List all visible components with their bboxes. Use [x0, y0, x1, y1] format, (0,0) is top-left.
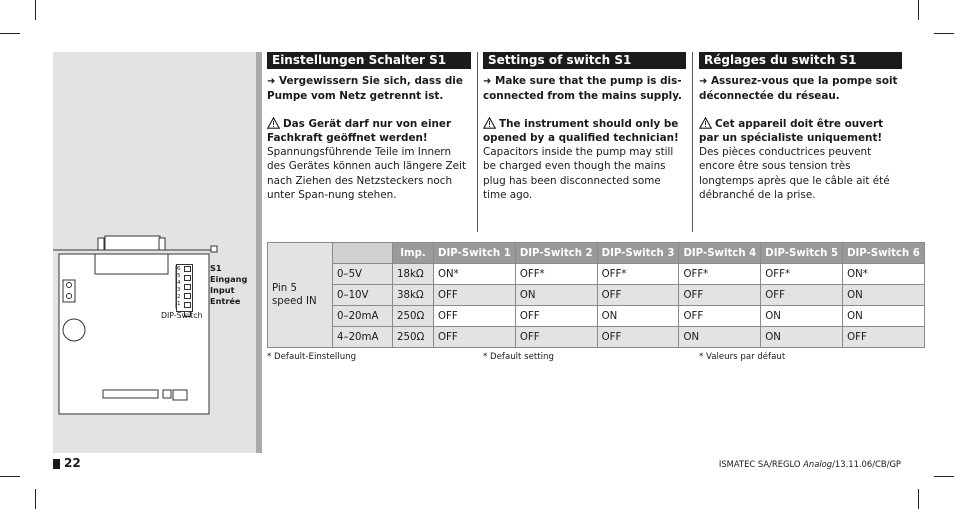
switch-cell: OFF — [597, 285, 679, 306]
warning-text: Cet appareil doit être ouvert par un spécialiste uniquement! — [699, 118, 884, 145]
table-row — [268, 285, 925, 306]
table-header-cell: DIP-Switch 5 — [761, 243, 843, 264]
page-marker — [53, 459, 60, 469]
switch-cell: OFF — [761, 285, 843, 306]
page-number: 22 — [64, 456, 81, 470]
table-header-cell: DIP-Switch 1 — [434, 243, 516, 264]
switch-cell: ON — [679, 327, 761, 348]
switch-cell: OFF — [434, 327, 516, 348]
switch-cell: OFF* — [679, 264, 761, 285]
input-label: Input — [210, 285, 235, 295]
row-label-pin5: Pin 5 speed IN — [268, 243, 333, 348]
switch-cell: ON — [843, 285, 925, 306]
range-cell: 4–20mA — [333, 327, 393, 348]
column-divider — [692, 52, 693, 232]
switch-cell: OFF — [597, 327, 679, 348]
warning-text: The instrument should only be opened by a qualified technician! — [483, 118, 679, 145]
s1-label: S1 — [210, 263, 222, 273]
switch-cell: OFF — [679, 306, 761, 327]
instruction-text: Vergewissern Sie sich, dass die Pumpe vom Netz getrennt ist. — [267, 75, 463, 103]
crop-mark — [0, 476, 20, 477]
switch-cell: OFF — [679, 285, 761, 306]
dip-switch-caption: DIP-Switch — [161, 311, 203, 320]
switch-cell: ON — [761, 306, 843, 327]
instruction-text: Make sure that the pump is dis-connected from the mains supply. — [483, 75, 683, 103]
table-header-cell: DIP-Switch 6 — [843, 243, 925, 264]
column-header-fr: Réglages du switch S1 — [699, 52, 902, 69]
range-cell: 0–10V — [333, 285, 393, 306]
impedance-cell: 250Ω — [393, 306, 434, 327]
crop-mark — [35, 0, 36, 20]
arrow-right-icon: ➜ — [699, 76, 708, 87]
switch-cell: OFF* — [515, 264, 597, 285]
switch-cell: OFF — [434, 306, 516, 327]
crop-mark — [934, 476, 954, 477]
switch-cell: ON — [597, 306, 679, 327]
table-row — [268, 306, 925, 327]
dip-switch-slots — [184, 266, 191, 317]
footnote-en: * Default setting — [483, 352, 554, 362]
instruction-text: Assurez-vous que la pompe soit déconnectée du réseau. — [699, 75, 898, 103]
table-header-cell: DIP-Switch 3 — [597, 243, 679, 264]
body-text: Capacitors inside the pump may still be charged even though the mains plug has been disconnected some time ago. — [483, 146, 674, 201]
switch-cell: OFF* — [597, 264, 679, 285]
crop-mark — [0, 33, 20, 34]
crop-mark — [918, 0, 919, 20]
table-header-row — [268, 243, 925, 264]
warning-icon — [483, 117, 496, 129]
switch-cell: ON — [515, 285, 597, 306]
column-header-de: Einstellungen Schalter S1 — [267, 52, 471, 69]
warning-text: Das Gerät darf nur von einer Fachkraft geöffnet werden! — [267, 118, 452, 145]
column-body-fr — [699, 74, 903, 202]
impedance-cell: 38kΩ — [393, 285, 434, 306]
crop-mark — [35, 489, 36, 509]
switch-cell: OFF — [515, 327, 597, 348]
dip-switch-numbers: 6 5 4 3 2 1 — [177, 266, 181, 307]
arrow-right-icon: ➜ — [483, 76, 492, 87]
impedance-cell: 18kΩ — [393, 264, 434, 285]
arrow-right-icon: ➜ — [267, 76, 276, 87]
column-divider — [477, 52, 478, 232]
column-header-en: Settings of switch S1 — [483, 52, 686, 69]
impedance-cell: 250Ω — [393, 327, 434, 348]
range-cell: 0–20mA — [333, 306, 393, 327]
crop-mark — [934, 33, 954, 34]
entree-label: Entrée — [210, 296, 241, 306]
body-text: Des pièces conductrices peuvent encore être sous tension très longtemps après que le câble ait été débranché de la prise. — [699, 146, 890, 201]
table-header-cell: DIP-Switch 2 — [515, 243, 597, 264]
circuit-board-diagram — [53, 228, 256, 428]
table-header-cell: DIP-Switch 4 — [679, 243, 761, 264]
eingang-label: Eingang — [210, 274, 248, 284]
switch-cell: OFF — [843, 327, 925, 348]
warning-icon — [699, 117, 712, 129]
switch-cell: ON — [761, 327, 843, 348]
footer-reference: ISMATEC SA/REGLO Analog/13.11.06/CB/GP — [718, 459, 901, 469]
s1-labels — [210, 263, 247, 307]
table-header-cell: Imp. — [393, 243, 434, 264]
table-header-cell — [333, 243, 393, 264]
range-cell: 0–5V — [333, 264, 393, 285]
switch-cell: OFF — [434, 285, 516, 306]
switch-cell: ON* — [843, 264, 925, 285]
footnote-fr: * Valeurs par défaut — [699, 352, 786, 362]
crop-mark — [918, 489, 919, 509]
dip-switch-table — [267, 242, 925, 348]
warning-icon — [267, 117, 280, 129]
column-body-de — [267, 74, 471, 202]
switch-cell: OFF — [515, 306, 597, 327]
body-text: Spannungsführende Teile im Innern des Gerätes können auch längere Zeit nach Ziehen des Netzsteckers noch unter Span-nung stehen. — [267, 146, 467, 201]
footnote-de: * Default-Einstellung — [267, 352, 357, 362]
column-body-en — [483, 74, 687, 202]
table-row — [268, 327, 925, 348]
switch-cell: ON* — [434, 264, 516, 285]
switch-cell: ON — [843, 306, 925, 327]
switch-cell: OFF* — [761, 264, 843, 285]
sidebar-rule — [256, 52, 262, 453]
table-row — [268, 264, 925, 285]
